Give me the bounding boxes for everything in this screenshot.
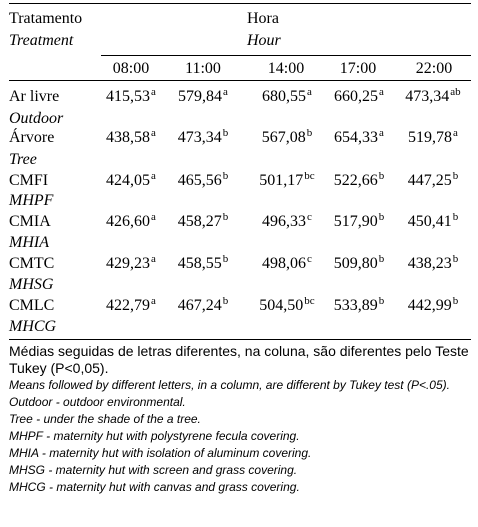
- table-cell: [163, 172, 243, 191]
- cell-value: 467,24: [177, 297, 222, 314]
- cell-value: 579,84: [178, 88, 223, 105]
- cell-significance-letter: a: [379, 127, 384, 139]
- cell-significance-letter: a: [151, 86, 156, 98]
- note-pt: Médias seguidas de letras diferentes, na coluna, são diferentes pelo Teste Tukey (P<0,05).: [9, 343, 469, 376]
- cell-value: 422,79: [106, 297, 151, 314]
- table-cell: [91, 255, 171, 274]
- row-label-outdoor-en: Outdoor: [9, 110, 64, 127]
- cell-significance-letter: b: [378, 211, 385, 223]
- table-cell: [393, 129, 473, 148]
- cell-significance-letter: b: [222, 295, 229, 307]
- column-header-0800: 08:00: [112, 60, 150, 77]
- cell-significance-letter: ab: [450, 86, 461, 98]
- table-cell: [247, 129, 327, 148]
- cell-value: 654,33: [334, 129, 379, 146]
- cell-value: 567,08: [261, 129, 306, 146]
- table-cell: [247, 213, 327, 232]
- table-notes: [9, 343, 471, 496]
- table-cell: [393, 172, 473, 191]
- hour-header-en: Hour: [247, 32, 281, 49]
- cell-value: 473,34: [177, 129, 222, 146]
- cell-value: 438,58: [106, 129, 151, 146]
- table-cell: [393, 255, 473, 274]
- cell-value: 509,80: [333, 255, 378, 272]
- row-label-outdoor-pt: Ar livre: [9, 88, 60, 105]
- table-cell: [319, 88, 399, 107]
- cell-significance-letter: b: [452, 211, 459, 223]
- cell-value: 519,78: [408, 129, 453, 146]
- table-cell: [319, 129, 399, 148]
- cell-significance-letter: b: [378, 295, 385, 307]
- cell-significance-letter: b: [222, 253, 229, 265]
- cell-significance-letter: c: [307, 211, 312, 223]
- table-cell: [163, 213, 243, 232]
- cell-value: 426,60: [106, 213, 151, 230]
- cell-value: 424,05: [106, 172, 151, 189]
- table-cell: [393, 213, 473, 232]
- note-en-outdoor: Outdoor - outdoor environmental.: [9, 395, 186, 409]
- header-bottom-rule: [9, 80, 471, 81]
- table-cell: [163, 297, 243, 316]
- cell-significance-letter: a: [379, 86, 384, 98]
- row-label-cmfi-pt: CMFI: [9, 172, 49, 189]
- cell-value: 498,06: [262, 255, 307, 272]
- cell-significance-letter: b: [222, 170, 229, 182]
- row-label-cmtc-pt: CMTC: [9, 255, 55, 272]
- cell-significance-letter: a: [151, 295, 156, 307]
- cell-value: 522,66: [333, 172, 378, 189]
- cell-value: 458,27: [177, 213, 222, 230]
- table-cell: [91, 129, 171, 148]
- treatment-header-pt: Tratamento: [9, 10, 83, 27]
- cell-value: 496,33: [262, 213, 307, 230]
- cell-significance-letter: b: [452, 295, 459, 307]
- cell-value: 517,90: [333, 213, 378, 230]
- cell-value: 465,56: [177, 172, 222, 189]
- table-cell: [247, 297, 327, 316]
- table-cell: [319, 297, 399, 316]
- cell-value: 501,17: [259, 172, 304, 189]
- row-label-tree-en: Tree: [9, 151, 37, 168]
- cell-value: 504,50: [259, 297, 304, 314]
- cell-significance-letter: b: [378, 170, 385, 182]
- cell-significance-letter: b: [378, 253, 385, 265]
- table-cell: [91, 297, 171, 316]
- table-cell: [319, 255, 399, 274]
- table-cell: [393, 297, 473, 316]
- table-cell: [393, 88, 473, 107]
- table-cell: [163, 88, 243, 107]
- column-header-2200: 22:00: [415, 60, 453, 77]
- cell-significance-letter: a: [151, 127, 156, 139]
- cell-significance-letter: b: [306, 127, 313, 139]
- cell-significance-letter: a: [223, 86, 228, 98]
- column-header-1400: 14:00: [267, 60, 305, 77]
- cell-significance-letter: c: [307, 253, 312, 265]
- cell-significance-letter: bc: [304, 170, 315, 182]
- cell-significance-letter: a: [307, 86, 312, 98]
- note-en-tukey: Means followed by different letters, in a column, are different by Tukey test (P<.05).: [9, 378, 450, 392]
- cell-value: 458,55: [177, 255, 222, 272]
- cell-significance-letter: a: [151, 170, 156, 182]
- row-label-cmfi-en: MHPF: [9, 192, 54, 209]
- cell-value: 473,34: [405, 88, 450, 105]
- cell-significance-letter: a: [151, 211, 156, 223]
- hour-header-pt: Hora: [247, 10, 279, 27]
- note-en-tree: Tree - under the shade of the a tree.: [9, 412, 201, 426]
- note-en-mhcg: MHCG - maternity hut with canvas and grass covering.: [9, 480, 300, 494]
- cell-significance-letter: a: [453, 127, 458, 139]
- cell-significance-letter: a: [151, 253, 156, 265]
- table-cell: [319, 172, 399, 191]
- table-bottom-rule: [9, 339, 471, 340]
- table-cell: [91, 88, 171, 107]
- hour-subheader-rule: [101, 55, 471, 56]
- table-cell: [91, 213, 171, 232]
- cell-significance-letter: b: [222, 211, 229, 223]
- table-cell: [163, 129, 243, 148]
- table-cell: [247, 255, 327, 274]
- column-header-1700: 17:00: [339, 60, 377, 77]
- note-en-mhsg: MHSG - maternity hut with screen and grass covering.: [9, 463, 298, 477]
- cell-value: 450,41: [407, 213, 452, 230]
- cell-value: 660,25: [334, 88, 379, 105]
- cell-value: 438,23: [407, 255, 452, 272]
- cell-value: 680,55: [262, 88, 307, 105]
- cell-value: 533,89: [333, 297, 378, 314]
- cell-significance-letter: b: [452, 253, 459, 265]
- table-cell: [247, 172, 327, 191]
- table-cell: [319, 213, 399, 232]
- row-label-cmtc-en: MHSG: [9, 276, 54, 293]
- row-label-cmlc-pt: CMLC: [9, 297, 55, 314]
- treatment-header-en: Treatment: [9, 32, 74, 49]
- table-cell: [91, 172, 171, 191]
- column-header-1100: 11:00: [185, 60, 221, 77]
- row-label-cmia-en: MHIA: [9, 234, 49, 251]
- table-cell: [247, 88, 327, 107]
- table-cell: [163, 255, 243, 274]
- cell-significance-letter: bc: [304, 295, 315, 307]
- note-en-mhia: MHIA - maternity hut with isolation of aluminum covering.: [9, 446, 312, 460]
- cell-significance-letter: b: [452, 170, 459, 182]
- cell-value: 442,99: [407, 297, 452, 314]
- cell-significance-letter: b: [222, 127, 229, 139]
- row-label-tree-pt: Árvore: [9, 129, 55, 146]
- cell-value: 415,53: [106, 88, 151, 105]
- row-label-cmlc-en: MHCG: [9, 318, 57, 335]
- row-label-cmia-pt: CMIA: [9, 213, 51, 230]
- cell-value: 447,25: [407, 172, 452, 189]
- cell-value: 429,23: [106, 255, 151, 272]
- table-top-rule: [9, 3, 471, 4]
- note-en-mhpf: MHPF - maternity hut with polystyrene fecula covering.: [9, 429, 300, 443]
